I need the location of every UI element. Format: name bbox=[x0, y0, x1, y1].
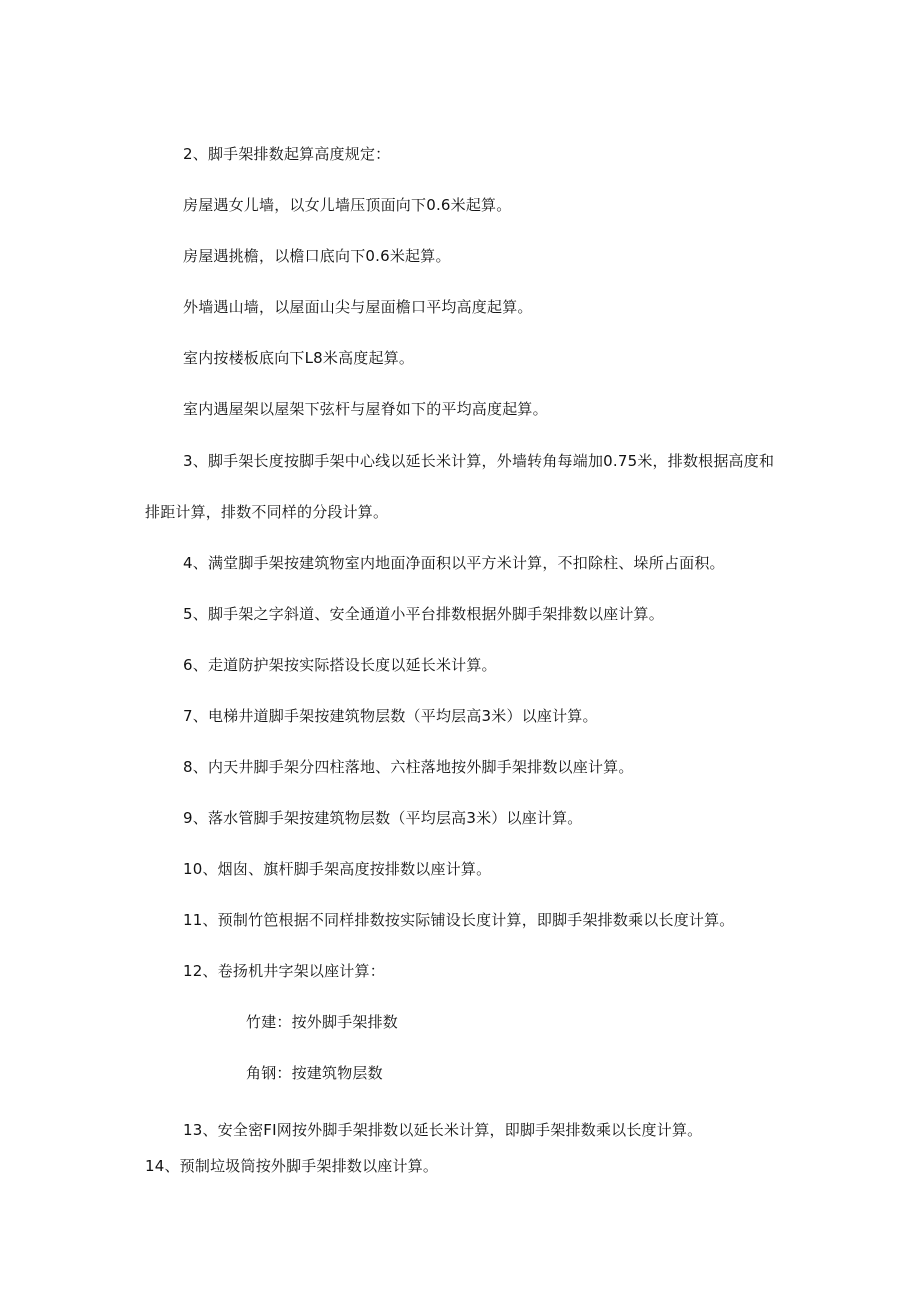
paragraph-12-bamboo: 竹建：按外脚手架排数 bbox=[246, 1013, 399, 1031]
paragraph-12-angle-steel: 角钢：按建筑物层数 bbox=[246, 1064, 383, 1082]
paragraph-10: 10、烟囱、旗杆脚手架高度按排数以座计算。 bbox=[183, 860, 492, 878]
paragraph-indoor-floor-rule: 室内按楼板底向下L8米高度起算。 bbox=[183, 349, 415, 367]
paragraph-7: 7、电梯井道脚手架按建筑物层数（平均层高3米）以座计算。 bbox=[183, 707, 598, 725]
paragraph-9: 9、落水管脚手架按建筑物层数（平均层高3米）以座计算。 bbox=[183, 809, 583, 827]
paragraph-11: 11、预制竹笆根据不同样排数按实际铺设长度计算，即脚手架排数乘以长度计算。 bbox=[183, 911, 735, 929]
paragraph-8: 8、内天井脚手架分四柱落地、六柱落地按外脚手架排数以座计算。 bbox=[183, 758, 634, 776]
paragraph-gable-rule: 外墙遇山墙，以屋面山尖与屋面檐口平均高度起算。 bbox=[183, 298, 533, 316]
paragraph-2-heading: 2、脚手架排数起算高度规定： bbox=[183, 145, 391, 163]
paragraph-5: 5、脚手架之字斜道、安全通道小平台排数根据外脚手架排数以座计算。 bbox=[183, 605, 664, 623]
paragraph-3-line-2: 排距计算，排数不同样的分段计算。 bbox=[145, 503, 389, 521]
paragraph-13: 13、安全密FI网按外脚手架排数以延长米计算，即脚手架排数乘以长度计算。 bbox=[183, 1121, 703, 1139]
paragraph-4: 4、满堂脚手架按建筑物室内地面净面积以平方米计算，不扣除柱、垛所占面积。 bbox=[183, 554, 725, 572]
paragraph-3-line-1: 3、脚手架长度按脚手架中心线以延长米计算，外墙转角每端加0.75米，排数根据高度和 bbox=[183, 452, 775, 470]
paragraph-14: 14、预制垃圾筒按外脚手架排数以座计算。 bbox=[145, 1157, 439, 1175]
paragraph-eave-rule: 房屋遇挑檐，以檐口底向下0.6米起算。 bbox=[183, 247, 451, 265]
paragraph-indoor-truss-rule: 室内遇屋架以屋架下弦杆与屋脊如下的平均高度起算。 bbox=[183, 400, 548, 418]
paragraph-parapet-rule: 房屋遇女儿墙，以女儿墙压顶面向下0.6米起算。 bbox=[183, 196, 512, 214]
paragraph-12: 12、卷扬机井字架以座计算： bbox=[183, 962, 385, 980]
paragraph-6: 6、走道防护架按实际搭设长度以延长米计算。 bbox=[183, 656, 497, 674]
